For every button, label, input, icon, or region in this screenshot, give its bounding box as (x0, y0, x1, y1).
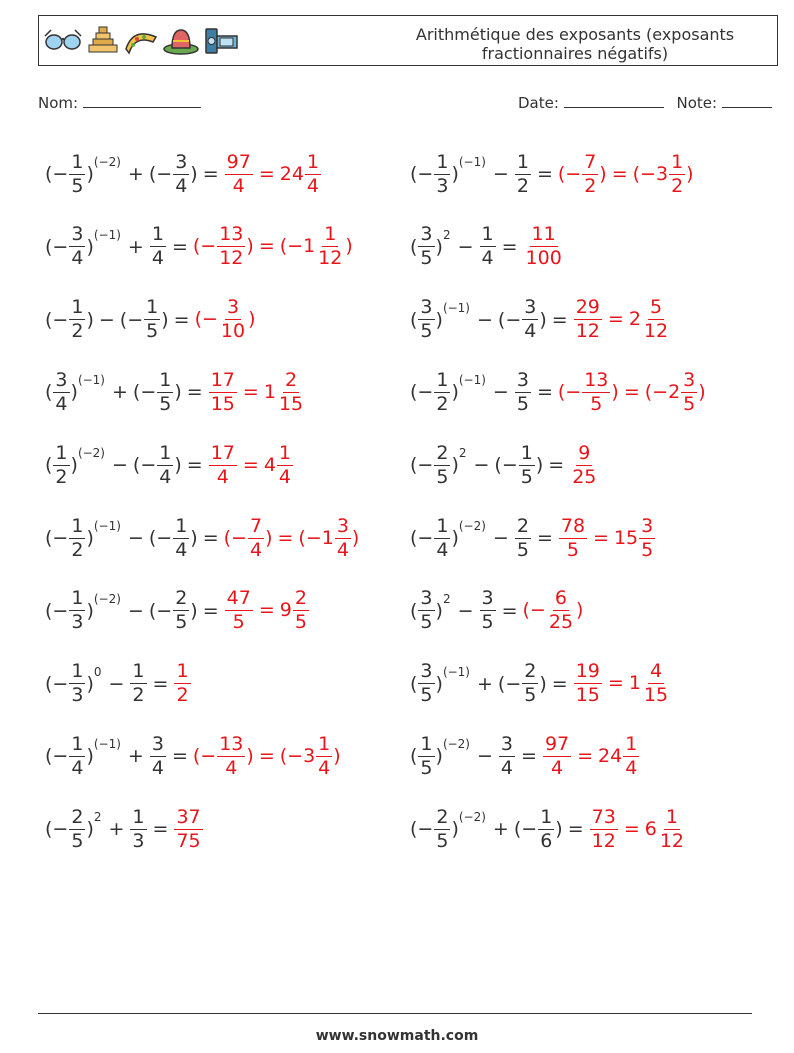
fraction: $\frac{19}{15}$ (575, 660, 600, 707)
fraction: $\frac{2}{5}$ (294, 587, 307, 634)
camera-icon (203, 26, 241, 56)
fraction: $\frac{17}{15}$ (210, 368, 235, 415)
fraction: $\frac{1}{6}$ (540, 805, 553, 852)
fraction: $\frac{1}{5}$ (71, 150, 84, 197)
problem-item: ( $\frac{3}{5}$ ) (−1) + (− $\frac{2}{5}$ ) = $\frac{19}{15}$ = 1 $\frac{4}{15}$ (410, 656, 671, 712)
fraction: $\frac{1}{5}$ (146, 296, 159, 343)
fraction: $\frac{3}{4}$ (55, 368, 68, 415)
fraction: $\frac{2}{5}$ (524, 660, 537, 707)
fraction: $\frac{1}{12}$ (659, 805, 685, 852)
exponent: (−2) (93, 155, 121, 169)
taco-icon (123, 25, 159, 57)
icon-strip (43, 22, 244, 60)
answer: $\frac{47}{5}$ = 9 $\frac{2}{5}$ (226, 587, 307, 634)
problem-item: ( $\frac{1}{2}$ ) (−2) − (− $\frac{1}{4}$ ) = $\frac{17}{4}$ = 4 $\frac{1}{4}$ (45, 437, 294, 493)
fraction: $\frac{1}{3}$ (436, 150, 449, 197)
sunglasses-icon (43, 26, 83, 56)
problem-item: (− $\frac{1}{5}$ ) (−2) + (− $\frac{3}{4}$ ) = $\frac{97}{4}$ = 24 $\frac{1}{4}$ (45, 146, 322, 202)
fraction: $\frac{1}{4}$ (436, 514, 449, 561)
fraction: $\frac{3}{4}$ (336, 514, 349, 561)
fraction: $\frac{1}{4}$ (481, 223, 494, 270)
fraction: $\frac{1}{4}$ (318, 732, 331, 779)
answer: (− $\frac{13}{12}$ ) = (−1 $\frac{1}{12}$ ) (192, 223, 353, 270)
fraction: $\frac{1}{4}$ (159, 441, 172, 488)
fraction: $\frac{1}{2}$ (436, 368, 449, 415)
problem-item: (− $\frac{2}{5}$ ) 2 + $\frac{1}{3}$ = $\frac{37}{75}$ (45, 801, 204, 857)
fraction: $\frac{13}{12}$ (219, 223, 244, 270)
fraction: $\frac{1}{2}$ (176, 660, 189, 707)
fraction: $\frac{13}{4}$ (219, 732, 244, 779)
problem-item: ( $\frac{3}{5}$ ) 2 − $\frac{1}{4}$ = $\frac{11}{100}$ (410, 219, 565, 275)
exponent: (−2) (458, 810, 486, 825)
fraction: $\frac{1}{4}$ (175, 514, 188, 561)
fraction: $\frac{1}{2}$ (516, 150, 529, 197)
fraction: $\frac{1}{12}$ (318, 223, 343, 270)
fraction: $\frac{1}{5}$ (159, 368, 172, 415)
fraction: $\frac{2}{5}$ (175, 587, 188, 634)
exponent: (−1) (93, 227, 121, 242)
exponent: (−1) (77, 373, 105, 388)
problem-item: (− $\frac{3}{4}$ ) (−1) + $\frac{1}{4}$ = (− $\frac{13}{12}$ ) = (−1 $\frac{1}{12}$ ) (45, 223, 353, 270)
fraction: $\frac{7}{2}$ (584, 150, 597, 197)
fraction: $\frac{7}{4}$ (249, 514, 263, 561)
fraction: $\frac{1}{5}$ (520, 441, 533, 488)
fraction: $\frac{3}{5}$ (420, 223, 433, 270)
fraction: $\frac{17}{4}$ (210, 441, 235, 488)
fraction: $\frac{1}{2}$ (71, 296, 84, 343)
fraction: $\frac{29}{12}$ (575, 296, 600, 343)
exponent: 0 (93, 664, 102, 679)
fraction: $\frac{1}{2}$ (671, 150, 684, 197)
fraction: $\frac{6}{25}$ (548, 587, 574, 634)
fraction: $\frac{97}{4}$ (544, 732, 570, 779)
footer-website: www.snowmath.com (315, 1028, 479, 1044)
fraction: $\frac{9}{25}$ (572, 441, 597, 488)
exponent: (−2) (458, 519, 486, 533)
name-blank (83, 93, 201, 108)
fraction: $\frac{1}{3}$ (71, 587, 84, 634)
answer: $\frac{78}{5}$ = 15 $\frac{3}{5}$ (560, 514, 654, 561)
problem-item: (− $\frac{1}{3}$ ) (−1) − $\frac{1}{2}$ = (− $\frac{7}{2}$ ) = (−3 $\frac{1}{2}$ ) (410, 150, 694, 197)
problem-item: (− $\frac{1}{3}$ ) (−2) − (− $\frac{2}{5}$ ) = $\frac{47}{5}$ = 9 $\frac{2}{5}$ (45, 583, 310, 639)
date-field (518, 93, 772, 112)
fraction: $\frac{11}{100}$ (525, 223, 562, 270)
exponent: (−2) (93, 591, 121, 606)
name-field (38, 93, 201, 112)
worksheet-title: Arithmétique des exposants (exposants fractionnaires négatifs) (415, 25, 735, 63)
fraction: $\frac{3}{4}$ (151, 732, 164, 779)
fraction: $\frac{3}{5}$ (683, 368, 696, 415)
answer (173, 662, 191, 705)
fraction: $\frac{73}{12}$ (591, 805, 616, 852)
exponent: (−2) (442, 737, 470, 752)
problem-item: (− $\frac{1}{4}$ ) (−1) + $\frac{3}{4}$ = (− $\frac{13}{4}$ ) = (−3 $\frac{1}{4}$ ) (45, 732, 341, 779)
fraction: $\frac{1}{4}$ (625, 732, 638, 779)
problem-item: (− $\frac{1}{2}$ ) (−1) − (− $\frac{1}{4}$ ) = (− $\frac{7}{4}$ ) = (−1 $\frac{3}{4}$ ) (45, 514, 360, 561)
fraction: $\frac{2}{5}$ (71, 805, 84, 852)
fraction: $\frac{3}{5}$ (516, 368, 529, 415)
fraction: $\frac{1}{4}$ (71, 732, 84, 779)
exponent: 2 (93, 810, 102, 825)
problem-item: (− $\frac{1}{2}$ ) − (− $\frac{1}{5}$ ) = (− $\frac{3}{10}$ ) (45, 296, 256, 343)
date-blank (564, 93, 664, 108)
fraction: $\frac{3}{5}$ (420, 660, 433, 707)
answer: $\frac{17}{15}$ = 1 $\frac{2}{15}$ (210, 368, 304, 415)
answer: $\frac{73}{12}$ = 6 $\frac{1}{12}$ (591, 805, 685, 852)
problem-item: (− $\frac{2}{5}$ ) 2 − (− $\frac{1}{5}$ ) = $\frac{9}{25}$ (410, 437, 599, 493)
answer (173, 805, 203, 852)
fraction: $\frac{3}{4}$ (71, 223, 84, 270)
fraction: $\frac{2}{5}$ (436, 805, 449, 852)
problem-item: ( $\frac{3}{5}$ ) (−1) − (− $\frac{3}{4}$ ) = $\frac{29}{12}$ = 2 $\frac{5}{12}$ (410, 292, 671, 348)
footer-rule (38, 1013, 752, 1014)
pyramid-icon (86, 25, 120, 57)
fraction: $\frac{37}{75}$ (176, 805, 201, 852)
answer: $\frac{97}{4}$ = 24 $\frac{1}{4}$ (544, 732, 638, 779)
fraction: $\frac{47}{5}$ (226, 587, 251, 634)
fraction: $\frac{3}{5}$ (641, 514, 654, 561)
fraction: $\frac{2}{5}$ (516, 514, 529, 561)
fraction: $\frac{3}{5}$ (420, 296, 433, 343)
fraction: $\frac{2}{15}$ (278, 368, 304, 415)
fraction: $\frac{3}{5}$ (420, 587, 433, 634)
problem-item: ( $\frac{3}{4}$ ) (−1) + (− $\frac{1}{5}$ ) = $\frac{17}{15}$ = 1 $\frac{2}{15}$ (45, 364, 306, 420)
problem-item: (− $\frac{1}{3}$ ) 0 − $\frac{1}{2}$ = $\frac{1}{2}$ (45, 656, 192, 712)
fraction: $\frac{1}{5}$ (420, 732, 433, 779)
fraction: $\frac{78}{5}$ (560, 514, 586, 561)
fraction: $\frac{3}{4}$ (524, 296, 537, 343)
exponent: 2 (442, 227, 451, 242)
fraction: $\frac{3}{10}$ (220, 296, 246, 343)
fraction: $\frac{1}{2}$ (132, 660, 145, 707)
fraction: $\frac{1}{3}$ (71, 660, 84, 707)
fraction: $\frac{2}{5}$ (436, 441, 449, 488)
problem-item: (− $\frac{1}{2}$ ) (−1) − $\frac{3}{5}$ = (− $\frac{13}{5}$ ) = (−2 $\frac{3}{5}$ ) (410, 368, 706, 415)
answer: (− $\frac{13}{4}$ ) = (−3 $\frac{1}{4}$ ) (192, 732, 341, 779)
fraction: $\frac{97}{4}$ (226, 150, 251, 197)
problem-item: ( $\frac{3}{5}$ ) 2 − $\frac{3}{5}$ = (− $\frac{6}{25}$ ) (410, 587, 584, 634)
answer: (− $\frac{7}{4}$ ) = (−1 $\frac{3}{4}$ ) (223, 514, 360, 561)
answer: $\frac{29}{12}$ = 2 $\frac{5}{12}$ (575, 296, 669, 343)
answer: (− $\frac{13}{5}$ ) = (−2 $\frac{3}{5}$ ) (557, 368, 706, 415)
answer (569, 441, 599, 488)
exponent: (−1) (442, 300, 470, 315)
exponent: 2 (442, 591, 451, 606)
grade-blank (722, 93, 772, 108)
fraction: $\frac{3}{4}$ (500, 732, 514, 779)
date-label: Date: (518, 94, 559, 112)
name-label: Nom: (38, 94, 79, 112)
grade-label: Note: (676, 94, 718, 112)
answer: (− $\frac{3}{10}$ ) (194, 296, 256, 343)
fraction: $\frac{4}{15}$ (643, 660, 669, 707)
fraction: $\frac{13}{5}$ (584, 368, 609, 415)
exponent: (−1) (442, 664, 470, 679)
problem-item: (− $\frac{2}{5}$ ) (−2) + (− $\frac{1}{6}$ ) = $\frac{73}{12}$ = 6 $\frac{1}{12}$ (410, 801, 687, 857)
fraction: $\frac{1}{3}$ (132, 805, 145, 852)
fraction: $\frac{1}{4}$ (306, 150, 320, 197)
exponent: (−1) (93, 519, 121, 533)
exponent: 2 (458, 446, 467, 461)
exponent: (−1) (458, 155, 486, 169)
answer: $\frac{97}{4}$ = 24 $\frac{1}{4}$ (226, 150, 320, 197)
fraction: $\frac{3}{4}$ (175, 150, 188, 197)
fraction: $\frac{1}{4}$ (151, 223, 164, 270)
fraction: $\frac{5}{12}$ (643, 296, 669, 343)
fraction: $\frac{3}{5}$ (481, 587, 494, 634)
answer: (− $\frac{6}{25}$ ) (522, 587, 584, 634)
problem-item: (− $\frac{1}{4}$ ) (−2) − $\frac{2}{5}$ = $\frac{78}{5}$ = 15 $\frac{3}{5}$ (410, 510, 656, 566)
answer: $\frac{19}{15}$ = 1 $\frac{4}{15}$ (575, 660, 669, 707)
answer: (− $\frac{7}{2}$ ) = (−3 $\frac{1}{2}$ ) (557, 150, 694, 197)
fraction: $\frac{1}{4}$ (278, 441, 291, 488)
header-box (38, 15, 778, 66)
sombrero-icon (162, 26, 200, 56)
problem-item: ( $\frac{1}{5}$ ) (−2) − $\frac{3}{4}$ = $\frac{97}{4}$ = 24 $\frac{1}{4}$ (410, 728, 640, 784)
exponent: (−1) (458, 373, 486, 388)
answer (523, 225, 565, 268)
answer: $\frac{17}{4}$ = 4 $\frac{1}{4}$ (210, 441, 291, 488)
fraction: $\frac{1}{2}$ (55, 441, 68, 488)
exponent: (−1) (93, 737, 121, 752)
exponent: (−2) (77, 446, 105, 461)
fraction: $\frac{1}{2}$ (71, 514, 84, 561)
